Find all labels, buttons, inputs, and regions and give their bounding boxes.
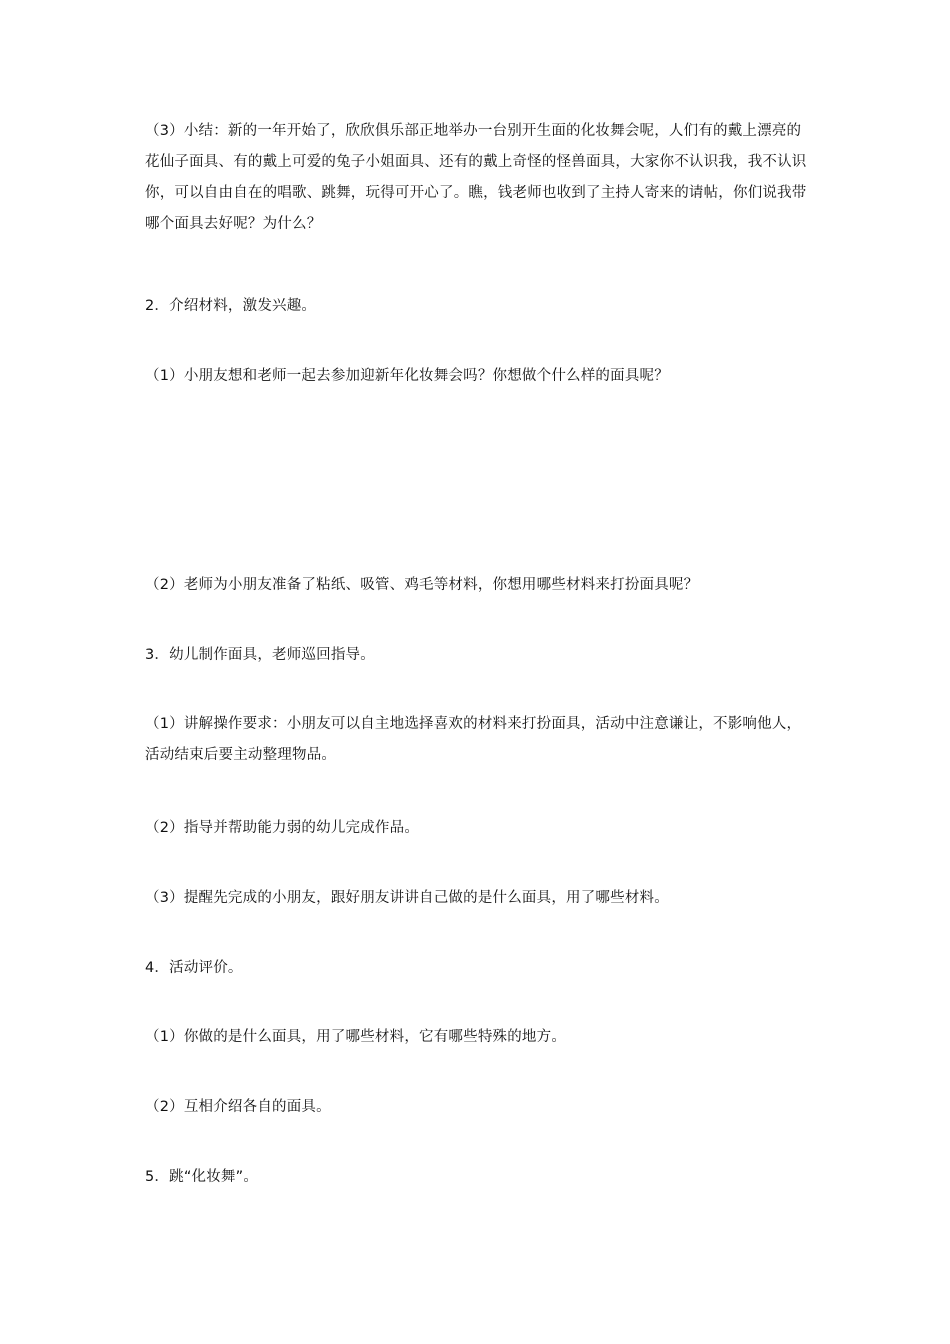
paragraph-requirements: （1）讲解操作要求：小朋友可以自主地选择喜欢的材料来打扮面具，活动中注意谦让，不影响他人，活动结束后要主动整理物品。 [145, 716, 802, 763]
heading-dance: 5．跳“化妆舞”。 [145, 1169, 259, 1185]
heading-evaluation: 4．活动评价。 [145, 960, 243, 976]
paragraph-materials: （2）老师为小朋友准备了粘纸、吸管、鸡毛等材料，你想用哪些材料来打扮面具呢？ [145, 577, 699, 593]
paragraph-introduce-each: （2）互相介绍各自的面具。 [145, 1099, 331, 1115]
paragraph-summary: （3）小结：新的一年开始了，欣欣俱乐部正地举办一台别开生面的化妆舞会呢，人们有的戴上漂亮的花仙子面具、有的戴上可爱的兔子小姐面具、还有的戴上奇怪的怪兽面具，大家你不认识我，我不认识你，可以自由自在的唱歌、跳舞，玩得可开心了。瞧，钱老师也收到了主持人寄来的请帖，你们说我带哪个面具去好呢？为什么？ [145, 123, 807, 232]
paragraph-guide-help: （2）指导并帮助能力弱的幼儿完成作品。 [145, 820, 420, 836]
paragraph-evaluation-question: （1）你做的是什么面具，用了哪些材料，它有哪些特殊的地方。 [145, 1029, 567, 1045]
heading-introduce-materials: 2．介绍材料，激发兴趣。 [145, 298, 317, 314]
paragraph-remind: （3）提醒先完成的小朋友，跟好朋友讲讲自己做的是什么面具，用了哪些材料。 [145, 890, 669, 906]
paragraph-question-mask: （1）小朋友想和老师一起去参加迎新年化妆舞会吗？你想做个什么样的面具呢？ [145, 368, 669, 384]
heading-make-masks: 3．幼儿制作面具，老师巡回指导。 [145, 647, 375, 663]
